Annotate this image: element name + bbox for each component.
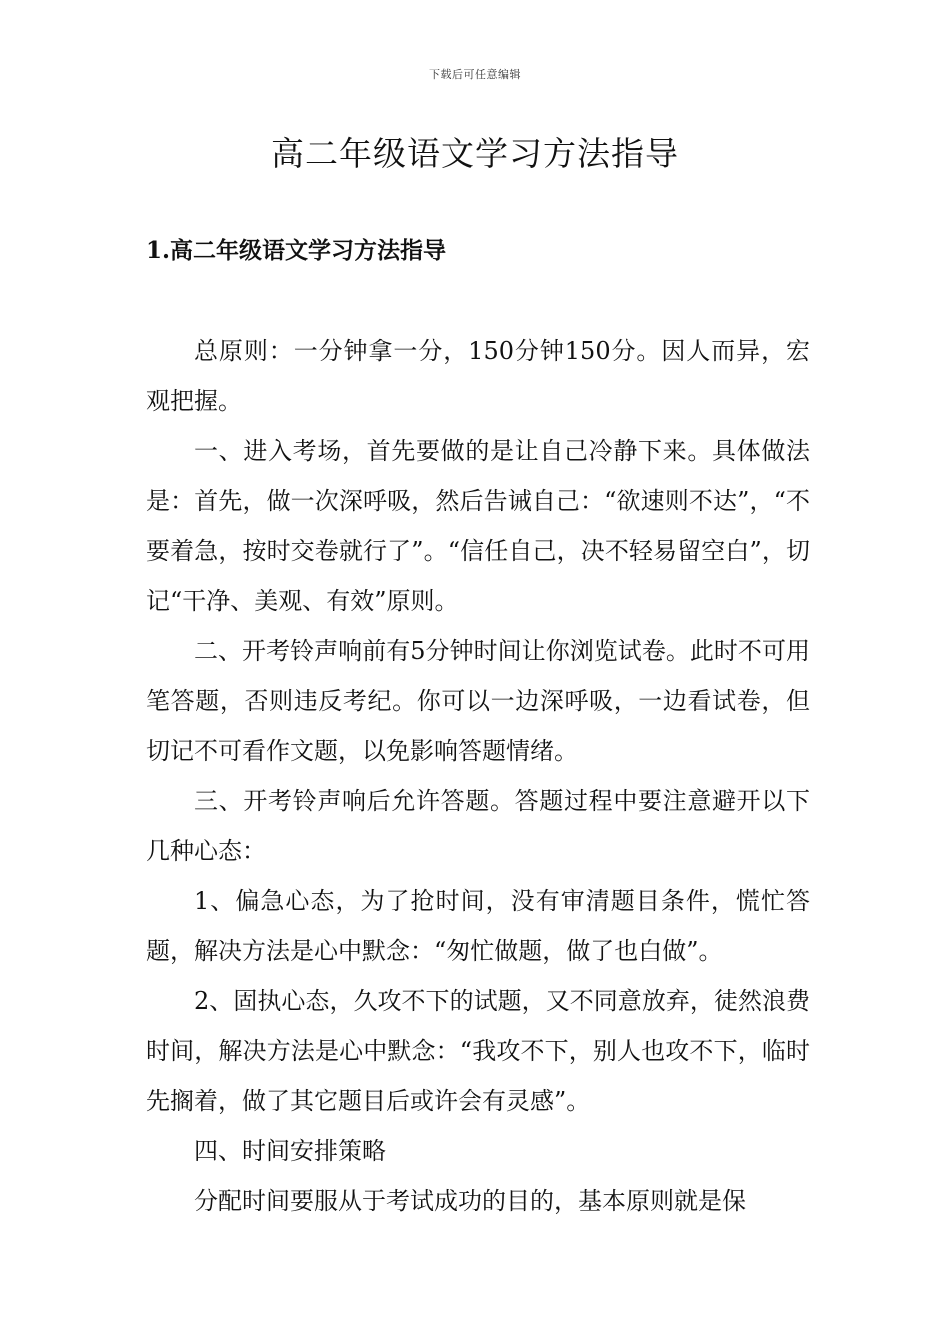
section-heading: 1.高二年级语文学习方法指导 xyxy=(146,237,447,264)
paragraph-principle: 总原则：一分钟拿一分，150分钟150分。因人而异，宏观把握。 xyxy=(146,337,810,415)
paragraph-step-one: 一、进入考场，首先要做的是让自己冷静下来。具体做法是：首先，做一次深呼吸，然后告诫自己：“欲速则不达”，“不要着急，按时交卷就行了”。“信任自己，决不轻易留空白”，切记“干净、美观、有效”原则。 xyxy=(146,437,810,615)
header-note: 下载后可任意编辑 xyxy=(429,68,521,81)
paragraph-step-four: 四、时间安排策略 xyxy=(194,1137,386,1165)
paragraph-mindset-one: 1、偏急心态，为了抢时间，没有审清题目条件，慌忙答题，解决方法是心中默念：“匆忙做题，做了也白做”。 xyxy=(146,887,810,965)
document-body xyxy=(146,326,810,1226)
paragraph-step-three: 三、开考铃声响后允许答题。答题过程中要注意避开以下几种心态： xyxy=(146,787,810,865)
paragraph-step-two: 二、开考铃声响前有5分钟时间让你浏览试卷。此时不可用笔答题，否则违反考纪。你可以一边深呼吸，一边看试卷，但切记不可看作文题，以免影响答题情绪。 xyxy=(146,637,810,765)
paragraph-time-allocation: 分配时间要服从于考试成功的目的，基本原则就是保 xyxy=(194,1187,746,1215)
document-title: 高二年级语文学习方法指导 xyxy=(271,134,679,173)
paragraph-mindset-two: 2、固执心态，久攻不下的试题，又不同意放弃，徒然浪费时间，解决方法是心中默念：“我攻不下，别人也攻不下，临时先搁着，做了其它题目后或许会有灵感”。 xyxy=(146,987,810,1115)
